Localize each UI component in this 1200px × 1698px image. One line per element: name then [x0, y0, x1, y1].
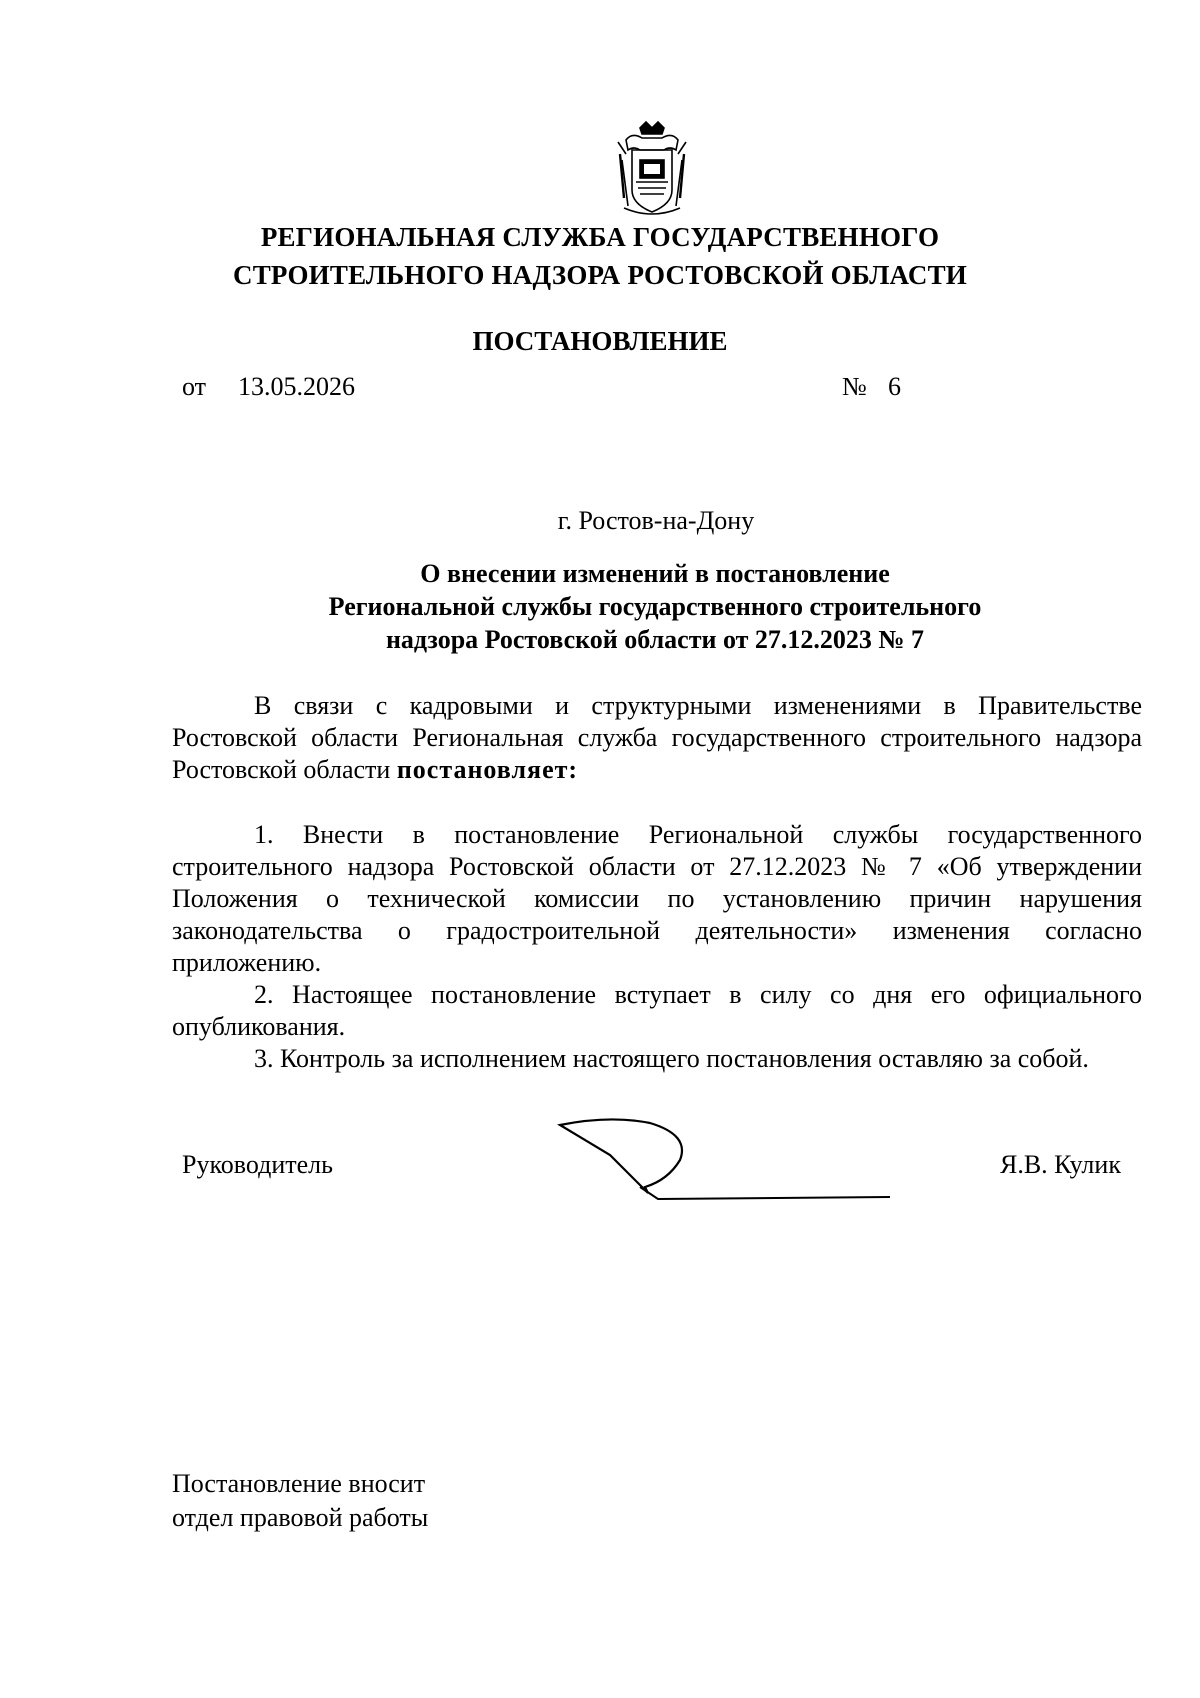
organization-title-line2: СТРОИТЕЛЬНОГО НАДЗОРА РОСТОВСКОЙ ОБЛАСТИ: [233, 260, 967, 290]
organization-title-line1: РЕГИОНАЛЬНАЯ СЛУЖБА ГОСУДАРСТВЕННОГО: [260, 222, 940, 252]
document-date: 13.05.2026: [238, 372, 355, 401]
organization-title: [0, 218, 1200, 294]
item-3: 3. Контроль за исполнением настоящего постановления оставляю за собой.: [254, 1044, 1089, 1073]
handwritten-signature: [550, 1115, 900, 1210]
intro-text: [172, 690, 1142, 786]
item-2: 2. Настоящее постановление вступает в силу со дня его официального опубликования.: [172, 980, 1142, 1041]
intro-paragraph: [172, 690, 1142, 786]
city: г. Ростов-на-Дону: [557, 506, 755, 535]
document-number: 6: [888, 372, 901, 401]
date-label: от: [182, 372, 207, 401]
subject-line1: О внесении изменений в постановление: [420, 559, 890, 588]
subject-line2: Региональной службы государственного строительного: [328, 592, 982, 621]
items-block: [172, 819, 1142, 1075]
signatory-name: Я.В. Кулик: [1000, 1150, 1121, 1179]
intro-bold: постановляет:: [396, 755, 579, 784]
number-label: №: [842, 372, 867, 401]
footer-line1: Постановление вносит: [172, 1469, 426, 1498]
subject-line3: надзора Ростовской области от 27.12.2023 № 7: [385, 625, 925, 654]
intro-plain: В связи с кадровыми и структурными изменениями в Правительстве Ростовской области Региональная служба государственного строительного надзора Ростовской области: [172, 691, 1142, 784]
item-1: 1. Внести в постановление Региональной службы государственного строительного надзора Ростовской области от 27.12.2023 № 7 «Об утверждении Положения о технической комиссии по установлению причин нарушения законодательства о градостроительной деятельности» изменения согласно приложению.: [172, 820, 1142, 977]
footer-line2: отдел правовой работы: [172, 1503, 429, 1532]
coat-of-arms-emblem: [612, 120, 692, 220]
footer-note: [172, 1467, 428, 1535]
document-type: ПОСТАНОВЛЕНИЕ: [472, 326, 728, 356]
signatory-role: Руководитель: [182, 1150, 333, 1179]
document-subject: [0, 557, 1200, 656]
